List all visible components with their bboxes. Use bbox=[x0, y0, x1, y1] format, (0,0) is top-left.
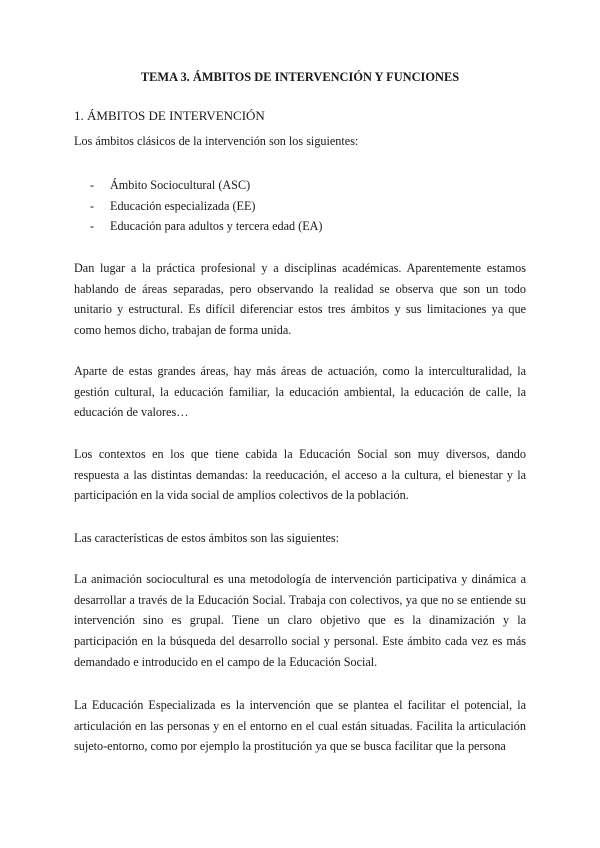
list-item-text: Ámbito Sociocultural (ASC) bbox=[110, 178, 251, 192]
section-heading: 1. ÁMBITOS DE INTERVENCIÓN bbox=[74, 108, 265, 123]
document-title: TEMA 3. ÁMBITOS DE INTERVENCIÓN Y FUNCIONES bbox=[140, 70, 460, 84]
bullet-dash: - bbox=[90, 178, 95, 192]
paragraph: Las características de estos ámbitos son las siguientes: bbox=[74, 531, 340, 545]
list-item bbox=[90, 196, 323, 217]
bullet-dash: - bbox=[90, 219, 95, 233]
list-item bbox=[90, 216, 323, 237]
bullet-list bbox=[90, 175, 323, 237]
paragraph: La animación sociocultural es una metodología de intervención participativa y dinámica a desarrollar a través de la Educación Social. Trabaja con colectivos, ya que no se entiende su intervención sino es grupal. Tiene un claro objetivo que es la dinamización y la participación en la búsqueda del desarrollo social y personal. Este ámbito cada vez es más demandado e introducido en el campo de la Educación Social. bbox=[74, 572, 526, 669]
paragraph: Dan lugar a la práctica profesional y a disciplinas académicas. Aparentemente estamos hablando de áreas separadas, pero observando la realidad se observa que son un todo unitario y estructural. Es difícil diferenciar estos tres ámbitos y sus limitaciones ya que como hemos dicho, trabajan de forma unida. bbox=[74, 261, 526, 338]
list-item bbox=[90, 175, 323, 196]
intro-sentence: Los ámbitos clásicos de la intervención son los siguientes: bbox=[74, 134, 359, 148]
list-item-text: Educación especializada (EE) bbox=[110, 198, 256, 213]
paragraph: Los contextos en los que tiene cabida la Educación Social son muy diversos, dando respuesta a las distintas demandas: la reeducación, el acceso a la cultura, el bienestar y la participación en la vida social de amplios colectivos de la población. bbox=[74, 447, 526, 503]
paragraph: La Educación Especializada es la intervención que se plantea el facilitar el potencial, la articulación en las personas y en el entorno en el cual están situadas. Facilita la articulación sujeto-entorno, como por ejemplo la prostitución ya que se busca facilitar que la persona bbox=[74, 698, 526, 754]
paragraph: Aparte de estas grandes áreas, hay más áreas de actuación, como la interculturalidad, la gestión cultural, la educación familiar, la educación ambiental, la educación de calle, la educación de valores… bbox=[74, 364, 526, 420]
list-item-text: Educación para adultos y tercera edad (EA) bbox=[110, 219, 323, 233]
bullet-dash: - bbox=[90, 198, 95, 213]
